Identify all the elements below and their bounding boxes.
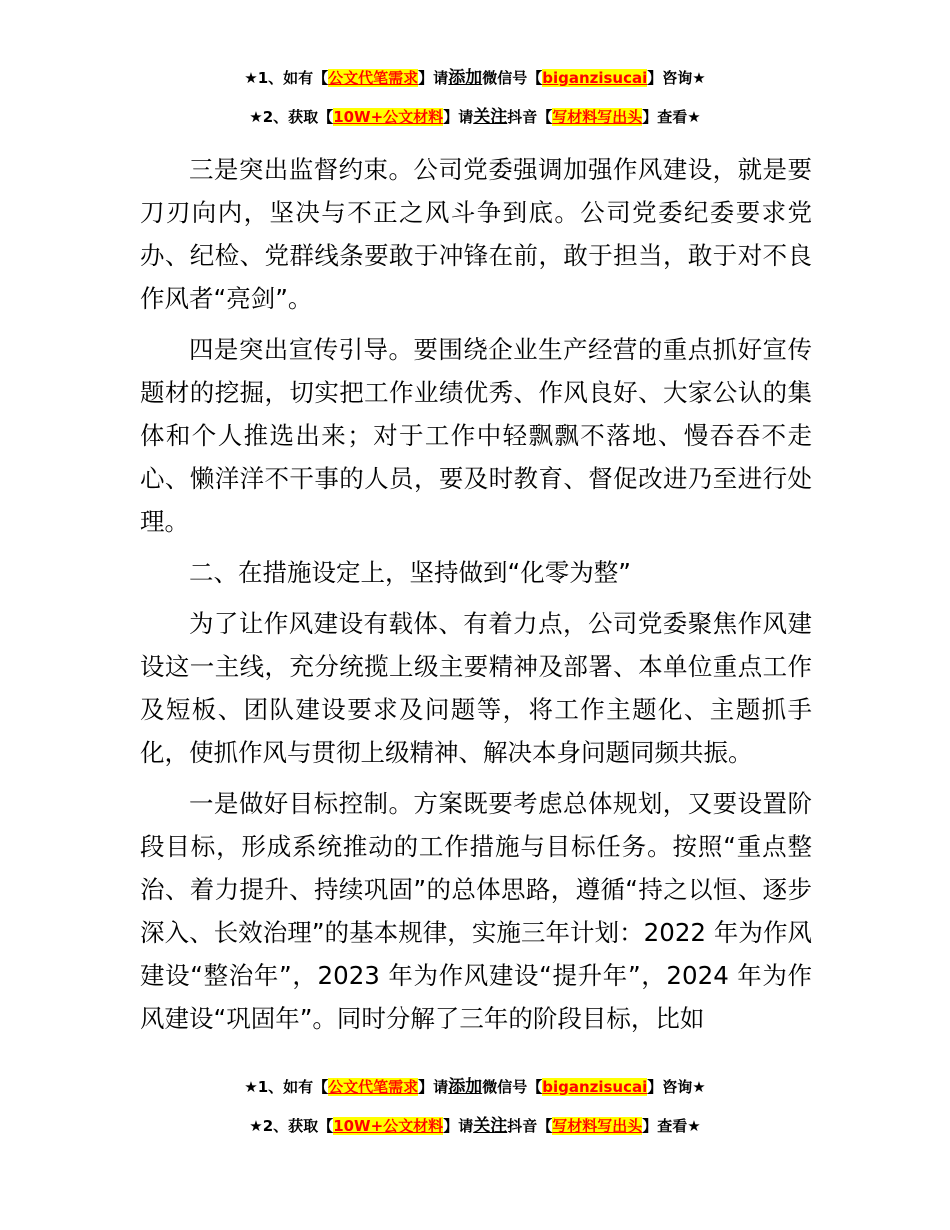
highlight-materials-link[interactable]: 10W+公文材料: [333, 1117, 444, 1135]
banner-text: 】查看★: [642, 108, 701, 126]
bottom-banner-line-1: [0, 1077, 950, 1097]
paragraph: 一是做好目标控制。方案既要考虑总体规划，又要设置阶段目标，形成系统推动的工作措施与目标任务。按照“重点整治、着力提升、持续巩固”的总体思路，遵循“持之以恒、逐步深入、长效治理”的基本规律，实施三年计划：2022 年为作风建设“整治年”，2023 年为作风建设“提升年”，2024 年为作风建设“巩固年”。同时分解了三年的阶段目标，比如: [140, 789, 812, 1033]
banner-text: 】请: [443, 108, 474, 126]
top-banner-line-1: [0, 68, 950, 88]
section-heading: 二、在措施设定上，坚持做到“化零为整”: [189, 558, 631, 587]
top-banner-line-2: [0, 107, 950, 127]
banner-follow-text: 关注: [473, 1116, 508, 1136]
banner-add-text: 添加: [448, 68, 483, 88]
highlight-wechat-id-link[interactable]: biganzisucai: [542, 69, 648, 87]
banner-add-text: 添加: [448, 1077, 483, 1097]
highlight-ghostwriting-link[interactable]: 公文代笔需求: [328, 69, 419, 87]
banner-text: 抖音【: [507, 108, 553, 126]
document-body: [140, 148, 812, 1048]
banner-text: ★1、如有【: [244, 69, 329, 87]
paragraph: 四是突出宣传引导。要围绕企业生产经营的重点抓好宣传题材的挖掘，切实把工作业绩优秀、作风良好、大家公认的集体和个人推选出来；对于工作中轻飘飘不落地、慢吞吞不走心、懒洋洋不干事的人员，要及时教育、督促改进乃至进行处理。: [140, 335, 812, 536]
banner-text: 】请: [418, 69, 449, 87]
banner-text: ★1、如有【: [244, 1078, 329, 1096]
highlight-douyin-link[interactable]: 写材料写出头: [552, 1117, 643, 1135]
banner-text: 】请: [443, 1117, 474, 1135]
banner-text: 】查看★: [642, 1117, 701, 1135]
highlight-wechat-id-link[interactable]: biganzisucai: [542, 1078, 648, 1096]
banner-text: ★2、获取【: [249, 108, 334, 126]
banner-text: ★2、获取【: [249, 1117, 334, 1135]
banner-follow-text: 关注: [473, 107, 508, 127]
banner-text: 】请: [418, 1078, 449, 1096]
banner-text: 微信号【: [482, 69, 543, 87]
bottom-banner-line-2: [0, 1116, 950, 1136]
paragraph: 为了让作风建设有载体、有着力点，公司党委聚焦作风建设这一主线，充分统揽上级主要精神及部署、本单位重点工作及短板、团队建设要求及问题等，将工作主题化、主题抓手化，使抓作风与贯彻上级精神、解决本身问题同频共振。: [140, 609, 812, 767]
banner-text: 抖音【: [507, 1117, 553, 1135]
paragraph: 三是突出监督约束。公司党委强调加强作风建设，就是要刀刃向内，坚决与不正之风斗争到底。公司党委纪委要求党办、纪检、党群线条要敢于冲锋在前，敢于担当，敢于对不良作风者“亮剑”。: [140, 155, 812, 313]
highlight-ghostwriting-link[interactable]: 公文代笔需求: [328, 1078, 419, 1096]
banner-text: 】咨询★: [647, 1078, 706, 1096]
banner-text: 微信号【: [482, 1078, 543, 1096]
highlight-materials-link[interactable]: 10W+公文材料: [333, 108, 444, 126]
highlight-douyin-link[interactable]: 写材料写出头: [552, 108, 643, 126]
banner-text: 】咨询★: [647, 69, 706, 87]
